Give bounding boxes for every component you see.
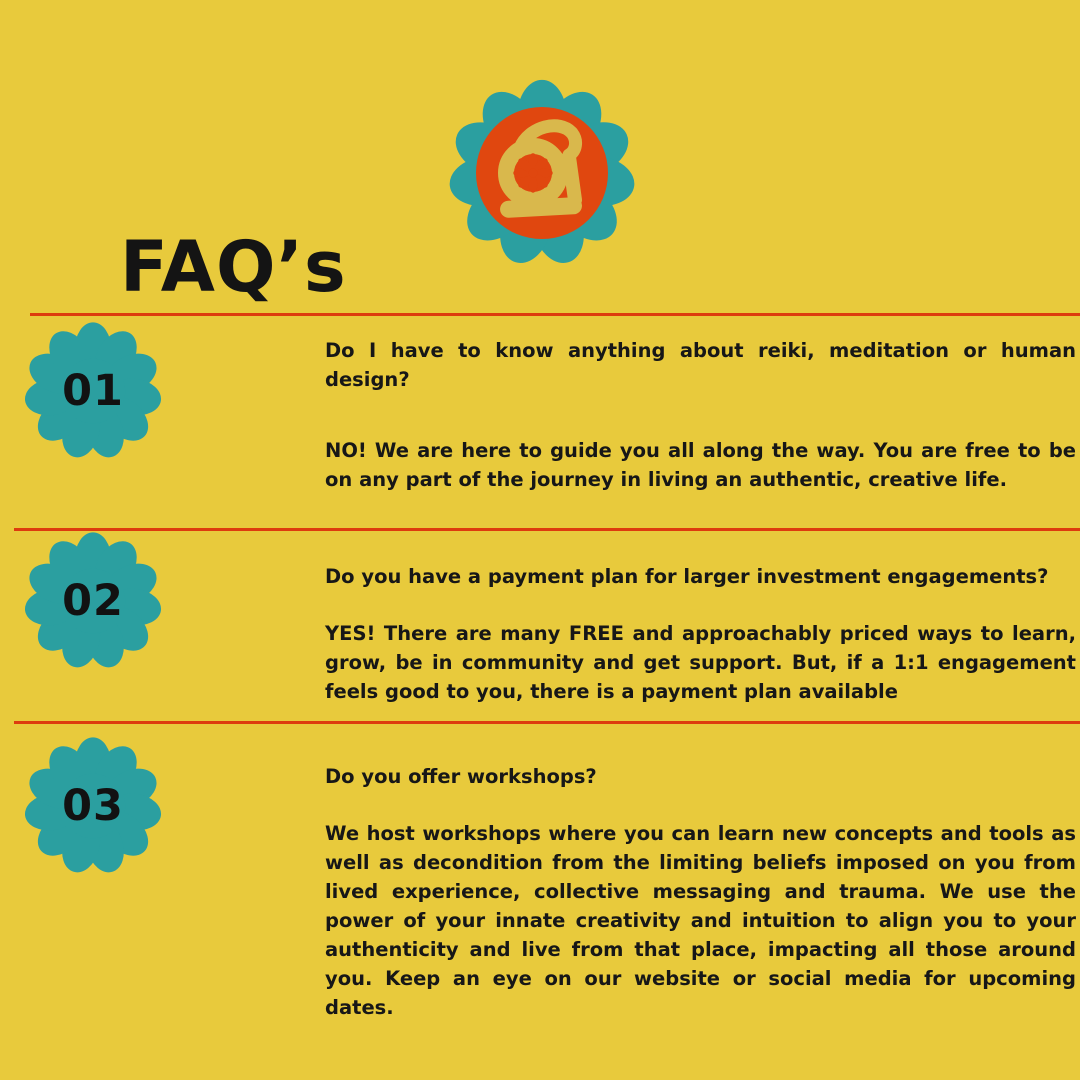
faq-item-1-badge [23, 321, 163, 461]
brand-logo [447, 78, 637, 268]
faq-item-1 [325, 336, 1076, 494]
page-title: FAQ’s [120, 226, 347, 308]
logo-g-icon [476, 107, 608, 239]
divider-line-3 [14, 721, 1080, 724]
logo-mini-flower-icon [513, 153, 552, 192]
faq-item-1-answer: NO! We are here to guide you all along the way. You are free to be on any part of the journey in living an authentic, creative life. [325, 439, 1076, 491]
divider-line-2 [14, 528, 1080, 531]
faq-item-2 [325, 562, 1076, 706]
faq-item-1-question: Do I have to know anything about reiki, meditation or human design? [325, 339, 1076, 391]
faq-item-3-number: 03 [62, 781, 124, 831]
faq-item-3-question: Do you offer workshops? [325, 765, 597, 788]
faq-item-2-question: Do you have a payment plan for larger investment engagements? [325, 565, 1049, 588]
faq-item-2-number: 02 [62, 576, 124, 626]
faq-item-2-badge [23, 531, 163, 671]
faq-item-3-answer: We host workshops where you can learn new concepts and tools as well as decondition from the limiting beliefs imposed on you from lived experience, collective messaging and trauma. We use the power of your innate creativity and intuition to align you to your authenticity and live from that place, impacting all those around you. Keep an eye on our website or social media for upcoming dates. [325, 822, 1076, 1019]
faq-item-3 [325, 762, 1076, 1022]
logo-circle [476, 107, 608, 239]
faq-item-3-badge [23, 736, 163, 876]
divider-line-1 [30, 313, 1080, 316]
faq-item-2-answer: YES! There are many FREE and approachably priced ways to learn, grow, be in community and get support. But, if a 1:1 engagement feels good to you, there is a payment plan available [325, 622, 1076, 703]
faq-item-1-number: 01 [62, 366, 124, 416]
